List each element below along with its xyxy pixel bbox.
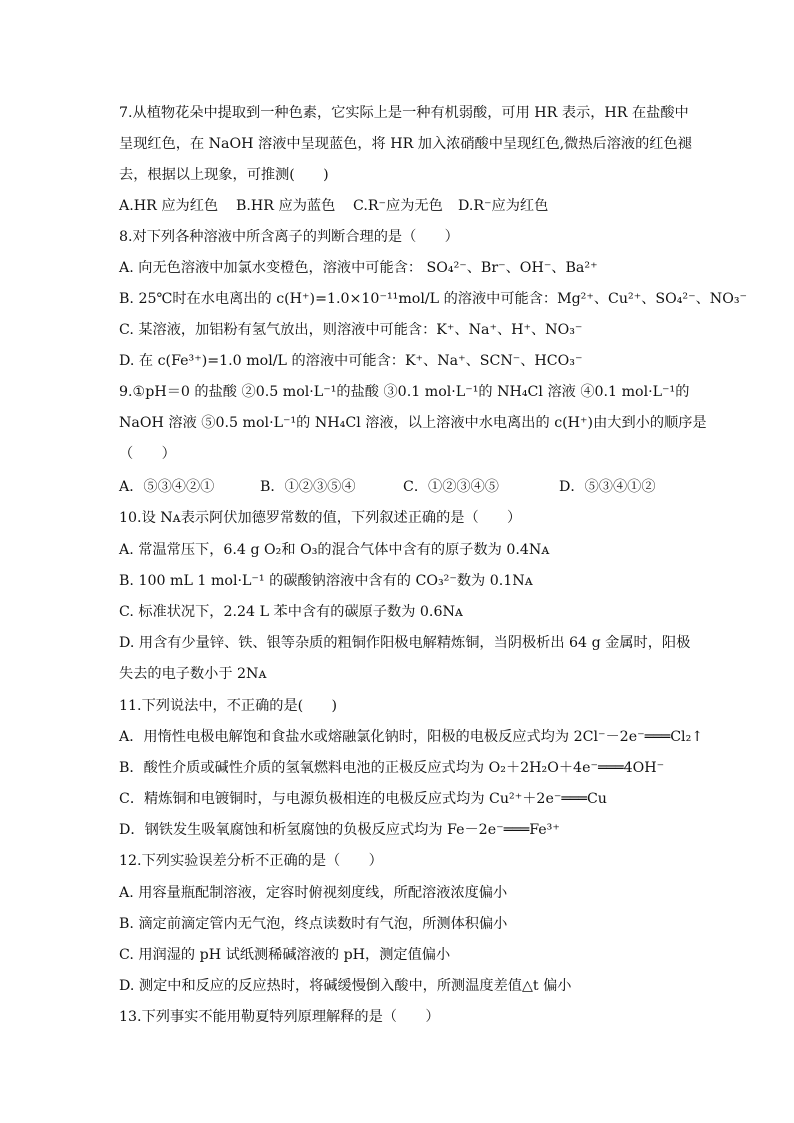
q7-stem-line-2: 呈现红色，在 NaOH 溶液中呈现蓝色，将 HR 加入浓硝酸中呈现红色,微热后溶液的红色褪 xyxy=(119,136,692,152)
q7-option-c: C.R⁻应为无色 xyxy=(353,198,443,214)
q9-option-c: C．①②③④⑤ xyxy=(403,479,499,495)
q10-option-d-line-1: D. 用含有少量锌、铁、银等杂质的粗铜作阳极电解精炼铜，当阴极析出 64 g 金属时，阳极 xyxy=(119,635,691,651)
q8-option-a: A. 向无色溶液中加氯水变橙色，溶液中可能含： SO₄²⁻、Br⁻、OH⁻、Ba²⁺ xyxy=(119,260,598,276)
q8-stem: 8.对下列各种溶液中所含离子的判断合理的是（ ） xyxy=(119,229,459,245)
q9-stem-line-2: NaOH 溶液 ⑤0.5 mol·L⁻¹的 NH₄Cl 溶液，以上溶液中水电离出的 c(H⁺)由大到小的顺序是 xyxy=(119,415,707,431)
q7-option-b: B.HR 应为蓝色 xyxy=(236,198,336,214)
q10-option-c: C. 标准状况下，2.24 L 苯中含有的碳原子数为 0.6Nᴀ xyxy=(119,604,463,620)
q9-option-d: D．⑤③④①② xyxy=(559,479,656,495)
q9-stem-line-1: 9.①pH＝0 的盐酸 ②0.5 mol·L⁻¹的盐酸 ③0.1 mol·L⁻¹的 NH₄Cl 溶液 ④0.1 mol·L⁻¹的 xyxy=(119,384,690,400)
q7-option-d: D.R⁻应为红色 xyxy=(458,198,549,214)
q11-option-b: B．酸性介质或碱性介质的氢氧燃料电池的正极反应式均为 O₂＋2H₂O＋4e⁻═══4OH⁻ xyxy=(119,760,665,776)
q11-option-d: D．钢铁发生吸氧腐蚀和析氢腐蚀的负极反应式均为 Fe－2e⁻═══Fe³⁺ xyxy=(119,822,560,838)
q10-stem: 10.设 Nᴀ表示阿伏加德罗常数的值，下列叙述正确的是（ ） xyxy=(119,510,522,526)
q12-option-b: B. 滴定前滴定管内无气泡，终点读数时有气泡，所测体积偏小 xyxy=(119,916,508,932)
q12-option-d: D. 测定中和反应的反应热时，将碱缓慢倒入酸中，所测温度差值△t 偏小 xyxy=(119,978,572,994)
q7-stem-line-3: 去，根据以上现象，可推测( ) xyxy=(119,167,329,183)
q12-option-a: A. 用容量瓶配制溶液，定容时俯视刻度线，所配溶液浓度偏小 xyxy=(119,885,508,901)
q10-option-d-line-2: 失去的电子数小于 2Nᴀ xyxy=(119,666,267,682)
q12-stem: 12.下列实验误差分析不正确的是（ ） xyxy=(119,853,383,869)
q11-stem: 11.下列说法中，不正确的是( ) xyxy=(119,698,338,714)
q10-option-a: A. 常温常压下，6.4 g O₂和 O₃的混合气体中含有的原子数为 0.4Nᴀ xyxy=(119,542,550,558)
q8-option-d: D. 在 c(Fe³⁺)=1.0 mol/L 的溶液中可能含：K⁺、Na⁺、SCN⁻、HCO₃⁻ xyxy=(119,353,583,369)
q9-option-a: A．⑤③④②① xyxy=(119,479,215,495)
q12-option-c: C. 用润湿的 pH 试纸测稀碱溶液的 pH，测定值偏小 xyxy=(119,947,451,963)
q8-option-b: B. 25℃时在水电离出的 c(H⁺)=1.0×10⁻¹¹mol/L 的溶液中可能含：Mg²⁺、Cu²⁺、SO₄²⁻、NO₃⁻ xyxy=(119,291,748,307)
q7-option-a: A.HR 应为红色 xyxy=(119,198,219,214)
q8-option-c: C. 某溶液，加铝粉有氢气放出，则溶液中可能含：K⁺、Na⁺、H⁺、NO₃⁻ xyxy=(119,322,583,338)
q10-option-b: B. 100 mL 1 mol·L⁻¹ 的碳酸钠溶液中含有的 CO₃²⁻数为 0.1Nᴀ xyxy=(119,573,533,589)
q11-option-a: A．用惰性电极电解饱和食盐水或熔融氯化钠时，阳极的电极反应式均为 2Cl⁻－2e⁻═══Cl₂↑ xyxy=(119,729,704,745)
q13-stem: 13.下列事实不能用勒夏特列原理解释的是（ ） xyxy=(119,1009,440,1025)
q9-options xyxy=(119,477,656,497)
q7-stem-line-1: 7.从植物花朵中提取到一种色素，它实际上是一种有机弱酸，可用 HR 表示，HR 在盐酸中 xyxy=(119,105,689,121)
q9-stem-line-3: （ ） xyxy=(119,446,176,462)
q7-options xyxy=(119,196,548,216)
q11-option-c: C．精炼铜和电镀铜时，与电源负极相连的电极反应式均为 Cu²⁺＋2e⁻═══Cu xyxy=(119,791,607,807)
q9-option-b: B．①②③⑤④ xyxy=(260,479,356,495)
